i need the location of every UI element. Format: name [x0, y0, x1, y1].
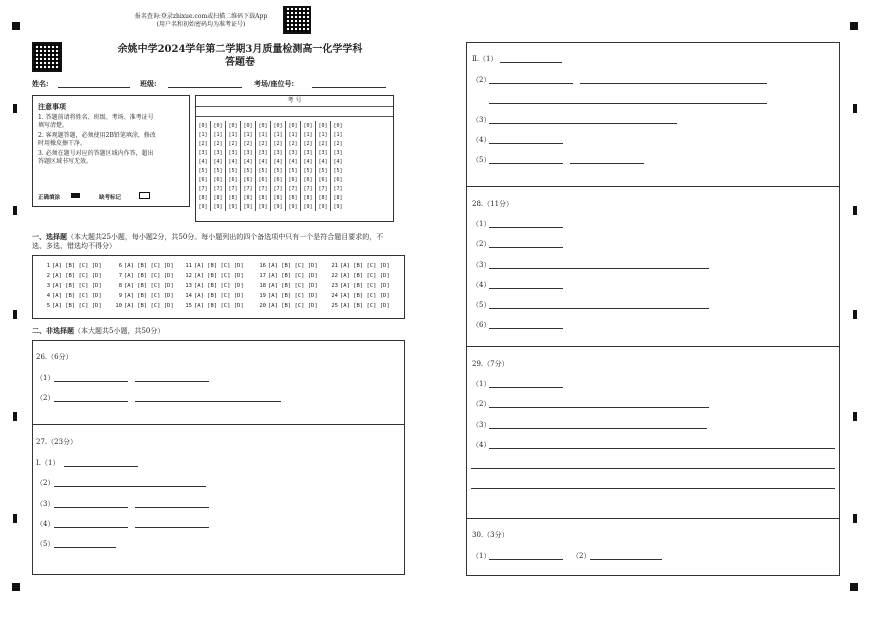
name-field[interactable] [58, 87, 130, 88]
mc-question-row[interactable] [113, 282, 174, 292]
q27-part2-box [466, 42, 840, 187]
mc-question-number: 13 [185, 283, 192, 289]
id-digit-bubble[interactable]: [9] [226, 202, 241, 211]
id-digit-bubble[interactable]: [3] [331, 148, 346, 157]
id-digit-bubble[interactable]: [3] [256, 148, 271, 157]
mc-options[interactable]: [A] [B] [C] [D] [194, 293, 244, 299]
mc-question-row[interactable] [183, 292, 244, 302]
q29-part2-answer[interactable] [489, 407, 709, 408]
section2-desc: （本大题共5小题，共50分） [74, 327, 165, 335]
corner-mark [12, 22, 20, 30]
id-digit-bubble[interactable]: [3] [241, 148, 256, 157]
id-digit-bubble[interactable]: [1] [198, 131, 208, 138]
id-digit-bubble[interactable]: [2] [331, 139, 346, 148]
q27-part1-answer[interactable] [64, 466, 138, 467]
timing-mark [13, 514, 17, 523]
id-digit-bubble[interactable]: [8] [316, 193, 331, 202]
q29-box [466, 346, 840, 519]
room-seat-label: 考场/座位号: [254, 79, 295, 88]
exam-id-grid [195, 95, 394, 222]
id-digit-bubble[interactable]: [5] [271, 166, 286, 175]
q28-part3-answer[interactable] [489, 268, 709, 269]
id-digit-bubble[interactable]: [2] [271, 139, 286, 148]
id-digit-bubble[interactable]: [8] [211, 193, 226, 202]
mc-question-number: 7 [118, 273, 122, 279]
q27-part3-label: （3） [36, 500, 55, 508]
id-digit-bubble[interactable]: [5] [301, 166, 316, 175]
q26-part2-label: （2） [36, 394, 55, 402]
mc-options[interactable]: [A] [B] [C] [D] [194, 273, 244, 279]
q29-part3-label: （3） [472, 421, 491, 429]
id-digit-bubble[interactable]: [0] [286, 121, 301, 130]
q27-part5-answer[interactable] [54, 547, 116, 548]
id-digit-bubble[interactable]: [2] [316, 139, 331, 148]
q26-part1-answer-b[interactable] [135, 381, 209, 382]
q27-title: 27.（23分） [36, 438, 78, 446]
id-digit-bubble[interactable]: [6] [226, 175, 241, 184]
id-digit-bubble[interactable]: [3] [226, 148, 241, 157]
id-digit-bubble[interactable]: [2] [286, 139, 301, 148]
mc-question-row[interactable] [183, 282, 244, 292]
q27b-part4-answer[interactable] [489, 143, 563, 144]
mc-question-row[interactable] [329, 272, 390, 282]
grid-divider [196, 116, 393, 117]
q30-box [466, 518, 840, 576]
q28-part6-label: （6） [472, 321, 491, 329]
mc-question-number: 4 [46, 293, 50, 299]
mc-question-row[interactable] [329, 302, 390, 312]
mc-question-number: 5 [46, 303, 50, 309]
id-digit-bubble[interactable]: [9] [286, 202, 301, 211]
id-digit-bubble[interactable]: [4] [226, 157, 241, 166]
mc-question-row[interactable] [257, 282, 318, 292]
mc-options[interactable]: [A] [B] [C] [D] [124, 273, 174, 279]
section1-heading [32, 232, 392, 251]
id-digit-bubble[interactable]: [7] [286, 184, 301, 193]
q26-part2-answer-b[interactable] [135, 401, 281, 402]
q28-part5-label: （5） [472, 301, 491, 309]
id-digit-bubble[interactable]: [3] [301, 148, 316, 157]
mc-question-row[interactable] [113, 292, 174, 302]
app-qr-code [283, 6, 311, 34]
mc-question-row[interactable] [41, 302, 102, 312]
page-subtitle: 答题卷 [225, 57, 255, 68]
id-digit-bubble[interactable]: [4] [211, 157, 226, 166]
multiple-choice-box [32, 255, 405, 319]
q27-box [32, 424, 405, 575]
correct-fill-label: 正确填涂 [38, 195, 61, 201]
q27b-part3-label: （3） [472, 116, 491, 124]
id-digit-bubble[interactable]: [3] [271, 148, 286, 157]
mc-options[interactable]: [A] [B] [C] [D] [268, 303, 318, 309]
mc-question-row[interactable] [329, 292, 390, 302]
q28-part1-label: （1） [472, 220, 491, 228]
timing-mark [13, 412, 17, 421]
mc-question-number: 20 [259, 303, 266, 309]
id-digit-bubble[interactable]: [9] [271, 202, 286, 211]
id-digit-bubble[interactable]: [1] [211, 130, 226, 139]
room-seat-field[interactable] [312, 87, 386, 88]
id-digit-bubble[interactable]: [7] [241, 184, 256, 193]
class-field[interactable] [168, 87, 242, 88]
mc-options[interactable]: [A] [B] [C] [D] [268, 263, 318, 269]
mc-question-number: 22 [331, 273, 338, 279]
id-digit-bubble[interactable]: [7] [256, 184, 271, 193]
mc-options[interactable]: [A] [B] [C] [D] [194, 283, 244, 289]
id-digit-bubble[interactable]: [9] [211, 202, 226, 211]
mc-question-number: 8 [118, 283, 122, 289]
q30-part1-label: （1） [472, 552, 491, 560]
id-digit-bubble[interactable]: [0] [331, 121, 346, 130]
q27b-part5-label: （5） [472, 156, 491, 164]
id-digit-bubble[interactable]: [3] [198, 149, 208, 156]
q27-part4-answer-b[interactable] [135, 527, 209, 528]
mc-options[interactable]: [A] [B] [C] [D] [52, 283, 102, 289]
id-digit-bubble[interactable]: [6] [331, 175, 346, 184]
mc-question-row[interactable] [257, 292, 318, 302]
q30-part2-answer[interactable] [590, 559, 662, 560]
mc-question-number: 15 [185, 303, 192, 309]
timing-mark [853, 412, 857, 421]
mc-options[interactable]: [A] [B] [C] [D] [52, 293, 102, 299]
mc-question-number: 23 [331, 283, 338, 289]
id-digit-bubble[interactable]: [8] [301, 193, 316, 202]
id-digit-bubble[interactable]: [8] [271, 193, 286, 202]
q29-part4-answer-1[interactable] [489, 448, 835, 449]
q29-part2-label: （2） [472, 400, 491, 408]
mc-question-number: 6 [118, 263, 122, 269]
q27b-part5-answer-a[interactable] [489, 163, 563, 164]
id-digit-bubble[interactable]: [9] [241, 202, 256, 211]
mc-question-row[interactable] [41, 262, 102, 272]
id-digit-bubble[interactable]: [2] [256, 139, 271, 148]
mc-question-number: 10 [115, 303, 122, 309]
mc-question-row[interactable] [41, 282, 102, 292]
mc-question-number: 9 [118, 293, 122, 299]
mc-options[interactable]: [A] [B] [C] [D] [194, 303, 244, 309]
id-digit-bubble[interactable]: [1] [301, 130, 316, 139]
id-digit-bubble[interactable]: [6] [271, 175, 286, 184]
mc-question-number: 3 [46, 283, 50, 289]
id-digit-bubble[interactable]: [2] [211, 139, 226, 148]
id-digit-bubble[interactable]: [8] [226, 193, 241, 202]
timing-mark [13, 310, 17, 319]
id-digit-bubble[interactable]: [4] [286, 157, 301, 166]
mc-question-row[interactable] [257, 302, 318, 312]
sheet-qr-code [32, 42, 62, 72]
q27-part3-answer-a[interactable] [54, 507, 128, 508]
mc-options[interactable]: [A] [B] [C] [D] [268, 273, 318, 279]
q28-title: 28.（11分） [472, 200, 514, 208]
id-digit-bubble[interactable]: [8] [198, 194, 208, 201]
q29-part3-answer[interactable] [489, 428, 707, 429]
class-label: 班级: [140, 79, 157, 88]
id-digit-bubble[interactable]: [9] [331, 202, 346, 211]
q28-part3-label: （3） [472, 261, 491, 269]
q27b-part2-answer-a[interactable] [489, 83, 573, 84]
mc-question-number: 14 [185, 293, 192, 299]
id-digit-bubble[interactable]: [7] [301, 184, 316, 193]
id-digit-grid[interactable] [196, 121, 345, 211]
id-digit-bubble[interactable]: [7] [211, 184, 226, 193]
mc-question-row[interactable] [183, 302, 244, 312]
timing-mark [853, 514, 857, 523]
page-title: 余姚中学2024学年第二学期3月质量检测高一化学学科 [117, 44, 363, 55]
id-digit-bubble[interactable]: [5] [286, 166, 301, 175]
mc-question-number: 11 [185, 263, 192, 269]
id-digit-bubble[interactable]: [2] [198, 140, 208, 147]
q29-part4-answer-2[interactable] [471, 468, 835, 469]
q30-part1-answer[interactable] [489, 559, 563, 560]
id-digit-bubble[interactable]: [9] [301, 202, 316, 211]
notice-line-1: 报名查询:登录zhixue.com或扫描二维码下载App [134, 13, 268, 20]
absent-mark-checkbox[interactable] [139, 192, 150, 199]
q27b-part4-label: （4） [472, 136, 491, 144]
mc-options[interactable]: [A] [B] [C] [D] [340, 303, 390, 309]
section1-desc: （本大题共25小题，每小题2分，共50分。每小题列出的四个备选项中只有一个是符合题目要求的，不选、多选、错选均不得分） [32, 233, 384, 250]
q28-part2-answer[interactable] [489, 247, 563, 248]
id-digit-bubble[interactable]: [5] [241, 166, 256, 175]
q28-part2-label: （2） [472, 240, 491, 248]
id-digit-bubble[interactable]: [0] [271, 121, 286, 130]
id-digit-bubble[interactable]: [0] [301, 121, 316, 130]
mc-question-row[interactable] [41, 292, 102, 302]
q27b-part2-answer-c[interactable] [489, 103, 767, 104]
mc-question-row[interactable] [113, 272, 174, 282]
id-digit-bubble[interactable]: [0] [226, 121, 241, 130]
id-digit-bubble[interactable]: [6] [241, 175, 256, 184]
mc-question-row[interactable] [183, 272, 244, 282]
mc-question-number: 24 [331, 293, 338, 299]
id-digit-bubble[interactable]: [9] [256, 202, 271, 211]
id-digit-bubble[interactable]: [8] [331, 193, 346, 202]
id-digit-bubble[interactable]: [1] [256, 130, 271, 139]
mc-question-number: 1 [46, 263, 50, 269]
q26-part1-answer-a[interactable] [54, 381, 128, 382]
q26-title: 26.（6分） [36, 353, 73, 361]
q27b-part2-answer-b[interactable] [580, 83, 767, 84]
corner-mark [850, 583, 858, 591]
corner-mark [12, 583, 20, 591]
id-digit-bubble[interactable]: [4] [241, 157, 256, 166]
notes-box [32, 95, 190, 207]
q30-part2-label: （2） [572, 552, 591, 560]
id-digit-bubble[interactable]: [1] [241, 130, 256, 139]
note-item: 1. 答题前请将姓名、班级、考场、准考证号填写清楚。 [38, 114, 154, 129]
mc-question-number: 12 [185, 273, 192, 279]
id-digit-bubble[interactable]: [6] [316, 175, 331, 184]
id-digit-bubble[interactable]: [4] [331, 157, 346, 166]
id-digit-bubble[interactable]: [6] [301, 175, 316, 184]
corner-mark [850, 22, 858, 30]
id-digit-bubble[interactable]: [0] [211, 121, 226, 130]
q27b-part3-answer[interactable] [489, 123, 677, 124]
q28-part1-answer[interactable] [489, 227, 563, 228]
id-digit-bubble[interactable]: [1] [316, 130, 331, 139]
q28-part4-label: （4） [472, 281, 491, 289]
q27-part5-label: （5） [36, 540, 55, 548]
id-digit-bubble[interactable]: [5] [198, 167, 208, 174]
id-digit-bubble[interactable]: [3] [286, 148, 301, 157]
q29-title: 29.（7分） [472, 360, 509, 368]
notice-line-2: (用户名和初始密码均为准考证号) [156, 21, 246, 28]
id-digit-bubble[interactable]: [3] [316, 148, 331, 157]
id-digit-bubble[interactable]: [2] [226, 139, 241, 148]
grid-divider [196, 106, 393, 107]
mc-question-row[interactable] [329, 282, 390, 292]
correct-fill-sample [71, 193, 80, 198]
name-label: 姓名: [32, 79, 49, 88]
id-digit-bubble[interactable]: [4] [271, 157, 286, 166]
q29-part4-answer-3[interactable] [471, 488, 835, 489]
q27b-part5-answer-b[interactable] [570, 163, 644, 164]
mc-question-number: 2 [46, 273, 50, 279]
q28-box [466, 186, 840, 347]
id-digit-bubble[interactable]: [7] [331, 184, 346, 193]
q26-part1-label: （1） [36, 374, 55, 382]
id-digit-bubble[interactable]: [5] [211, 166, 226, 175]
id-digit-bubble[interactable]: [9] [316, 202, 331, 211]
exam-id-label: 考 号 [287, 97, 302, 104]
q27-part1-label: Ⅰ.（1） [36, 459, 60, 467]
q26-box [32, 340, 405, 425]
timing-mark [853, 104, 857, 113]
mc-question-row[interactable] [113, 262, 174, 272]
q27-part4-answer-a[interactable] [54, 527, 128, 528]
q29-part4-label: （4） [472, 441, 491, 449]
id-digit-bubble[interactable]: [5] [316, 166, 331, 175]
mc-options[interactable]: [A] [B] [C] [D] [268, 293, 318, 299]
timing-mark [853, 206, 857, 215]
id-digit-bubble[interactable]: [5] [226, 166, 241, 175]
id-digit-bubble[interactable]: [1] [226, 130, 241, 139]
mc-options[interactable]: [A] [B] [C] [D] [124, 283, 174, 289]
notes-heading: 注意事项 [38, 102, 66, 111]
absent-mark-label: 缺考标记 [99, 195, 122, 201]
id-digit-bubble[interactable]: [6] [211, 175, 226, 184]
q29-part1-answer[interactable] [489, 387, 563, 388]
mc-options[interactable]: [A] [B] [C] [D] [340, 273, 390, 279]
mc-question-row[interactable] [183, 262, 244, 272]
id-digit-bubble[interactable]: [8] [286, 193, 301, 202]
mc-options[interactable]: [A] [B] [C] [D] [124, 263, 174, 269]
id-digit-bubble[interactable]: [6] [256, 175, 271, 184]
mc-options[interactable]: [A] [B] [C] [D] [124, 293, 174, 299]
id-digit-bubble[interactable]: [6] [198, 176, 208, 183]
id-digit-bubble[interactable]: [1] [286, 130, 301, 139]
id-digit-bubble[interactable]: [4] [256, 157, 271, 166]
id-digit-bubble[interactable]: [0] [198, 122, 208, 129]
section1-title: 一、选择题 [32, 232, 67, 241]
id-digit-bubble[interactable]: [6] [286, 175, 301, 184]
mc-options[interactable]: [A] [B] [C] [D] [194, 263, 244, 269]
mc-question-row[interactable] [257, 262, 318, 272]
mc-options[interactable]: [A] [B] [C] [D] [52, 263, 102, 269]
q29-part1-label: （1） [472, 380, 491, 388]
q26-part2-answer-a[interactable] [54, 401, 128, 402]
mc-options[interactable]: [A] [B] [C] [D] [340, 263, 390, 269]
mc-options[interactable]: [A] [B] [C] [D] [268, 283, 318, 289]
id-digit-bubble[interactable]: [3] [211, 148, 226, 157]
id-digit-bubble[interactable]: [2] [241, 139, 256, 148]
mc-options[interactable]: [A] [B] [C] [D] [124, 303, 174, 309]
mc-question-row[interactable] [257, 272, 318, 282]
mc-options[interactable]: [A] [B] [C] [D] [52, 303, 102, 309]
mc-question-number: 17 [259, 273, 266, 279]
id-digit-bubble[interactable]: [0] [316, 121, 331, 130]
id-digit-bubble[interactable]: [1] [271, 130, 286, 139]
q28-part5-answer[interactable] [489, 308, 709, 309]
mc-question-number: 18 [259, 283, 266, 289]
q30-title: 30.（3分） [472, 531, 509, 539]
timing-mark [13, 206, 17, 215]
timing-mark [853, 310, 857, 319]
mc-options[interactable]: [A] [B] [C] [D] [340, 283, 390, 289]
mc-question-number: 16 [259, 263, 266, 269]
q27-part3-answer-b[interactable] [135, 507, 209, 508]
timing-mark [13, 104, 17, 113]
mc-options[interactable]: [A] [B] [C] [D] [340, 293, 390, 299]
q27-part2-label: （2） [36, 479, 55, 487]
id-digit-bubble[interactable]: [4] [198, 158, 208, 165]
q27b-part2-label: （2） [472, 76, 491, 84]
id-digit-bubble[interactable]: [0] [241, 121, 256, 130]
q27-part2-answer[interactable] [54, 486, 206, 487]
id-digit-bubble[interactable]: [5] [256, 166, 271, 175]
note-item: 3. 必须在题号对应的答题区域内作答，超出答题区域书写无效。 [38, 150, 154, 165]
id-digit-bubble[interactable]: [8] [256, 193, 271, 202]
mc-question-row[interactable] [41, 272, 102, 282]
q27b-part1-answer[interactable] [500, 62, 562, 63]
id-digit-bubble[interactable]: [5] [331, 166, 346, 175]
mc-question-number: 25 [331, 303, 338, 309]
id-digit-bubble[interactable]: [8] [241, 193, 256, 202]
id-digit-bubble[interactable]: [4] [316, 157, 331, 166]
section2-heading [32, 326, 164, 336]
section2-title: 二、非选择题 [32, 326, 74, 335]
id-digit-bubble[interactable]: [7] [316, 184, 331, 193]
mc-question-number: 21 [331, 263, 338, 269]
id-digit-bubble[interactable]: [2] [301, 139, 316, 148]
mc-question-row[interactable] [113, 302, 174, 312]
q27-part4-label: （4） [36, 520, 55, 528]
mc-options[interactable]: [A] [B] [C] [D] [52, 273, 102, 279]
id-digit-bubble[interactable]: [4] [301, 157, 316, 166]
id-digit-bubble[interactable]: [1] [331, 130, 346, 139]
id-digit-bubble[interactable]: [7] [271, 184, 286, 193]
id-digit-bubble[interactable]: [7] [226, 184, 241, 193]
mc-question-number: 19 [259, 293, 266, 299]
id-digit-bubble[interactable]: [0] [256, 121, 271, 130]
q28-part6-answer[interactable] [489, 328, 563, 329]
note-item: 2. 客观题答题，必须使用2B铅笔填涂，修改时用橡皮擦干净。 [38, 132, 156, 147]
mc-question-row[interactable] [329, 262, 390, 272]
id-digit-bubble[interactable]: [9] [198, 203, 208, 210]
q28-part4-answer[interactable] [489, 288, 563, 289]
id-digit-bubble[interactable]: [7] [198, 185, 208, 192]
q27b-part1-label: Ⅱ.（1） [472, 55, 498, 63]
